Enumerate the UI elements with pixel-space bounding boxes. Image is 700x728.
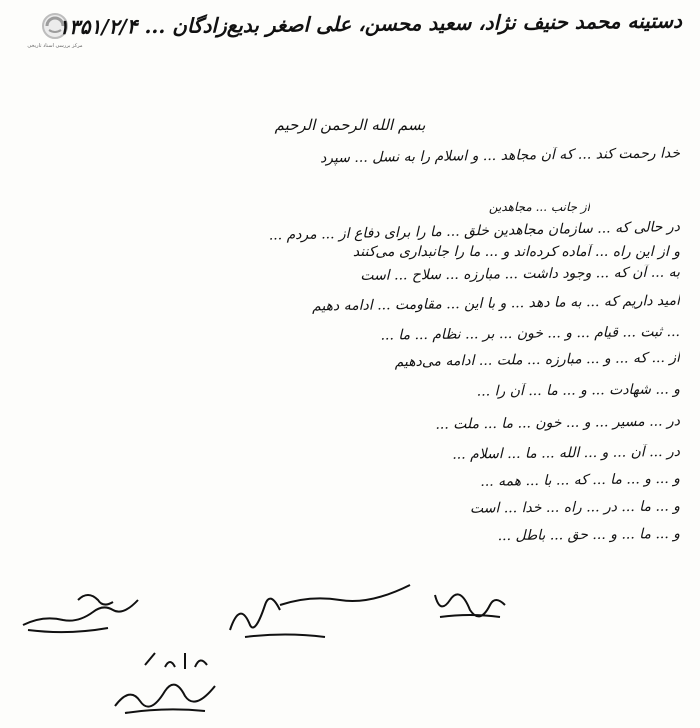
body-line: و ... شهادت ... و ... ما ... آن را ... (476, 381, 681, 400)
header-line: دستینه محمد حنیف نژاد، سعید محسن، علی اصغر بدیع‌زادگان ... ۱۳۵۱/۲/۴ (58, 8, 683, 40)
body-line: در ... آن ... و ... الله ... ما ... اسلام ... (452, 443, 681, 463)
signature-mohammad-hanif-nejad (18, 580, 148, 640)
body-line: امید داریم که ... به ما دهد ... و با این ... مقاومت ... ادامه دهیم (311, 292, 681, 315)
signature-third (430, 585, 510, 625)
basmala: بسم الله الرحمن الرحیم (274, 116, 426, 134)
body-line: ... ثبت ... قیام ... و ... خون ... بر ... نظام ... ما ... (380, 323, 681, 344)
signature-saeed-mohsen (225, 575, 415, 645)
logo-caption: مرکز بررسی اسناد تاریخی (27, 43, 83, 49)
body-line: و از این راه ... آماده کرده‌اند و ... ما را جانبداری می‌کنند (352, 244, 680, 260)
body-line: و ... ما ... و ... حق ... باطل ... (497, 525, 681, 545)
signature-bottom (110, 678, 220, 718)
handwritten-date (140, 645, 220, 675)
body-line: در ... مسیر ... و ... خون ... ما ... ملت ... (435, 413, 681, 433)
body-line: خدا رحمت کند ... که آن مجاهد ... و اسلام را به نسل ... سپرد (319, 145, 681, 167)
body-line: در حالی که ... سازمان مجاهدین خلق ... ما را برای دفاع از ... مردم ... (268, 218, 681, 244)
body-line: از جانب ... مجاهدین (488, 200, 590, 214)
body-line: به ... آن که ... وجود داشت ... مبارزه ... سلاح ... است (360, 264, 681, 284)
body-line: و ... ما ... در ... راه ... خدا ... است (469, 498, 681, 517)
body-line: از ... که ... و ... مبارزه ... ملت ... ادامه می‌دهیم (394, 349, 681, 371)
body-line: و ... و ... ما ... که ... با ... همه ... (480, 470, 681, 490)
